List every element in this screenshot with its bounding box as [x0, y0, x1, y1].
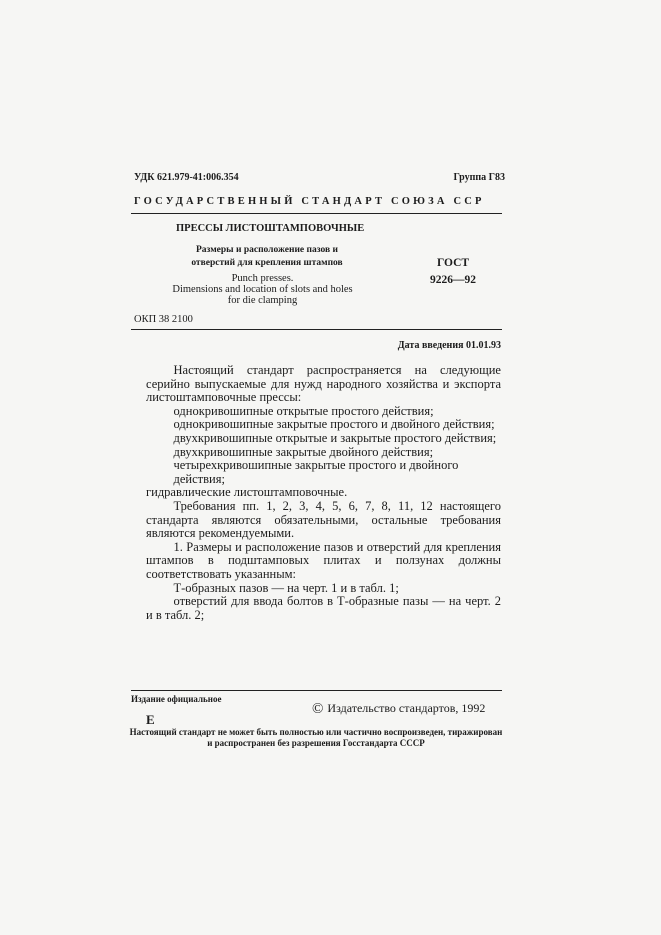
- paragraph-item-1: 1. Размеры и расположение пазов и отверстий для крепления штампов в подштамповых плитах и ползунах должны соответствовать указанным:: [146, 539, 501, 581]
- edition-label: Издание официальное: [131, 694, 222, 704]
- copyright-icon: ©: [312, 700, 324, 717]
- divider-footer: [131, 690, 502, 691]
- divider-top: [131, 213, 502, 214]
- intro-date: Дата введения 01.01.93: [397, 340, 501, 351]
- gost-label: ГОСТ: [436, 257, 470, 269]
- list-item: двухкривошипные открытые и закрытые простого действия;: [173, 430, 497, 445]
- list-item: двухкривошипные закрытые двойного действия;: [173, 444, 434, 459]
- subtitle-line-2: отверстий для крепления штампов: [191, 258, 343, 268]
- group-code: Группа Г83: [453, 172, 505, 183]
- paragraph-scope: Настоящий стандарт распространяется на следующие серийно выпускаемые для нужд народного хозяйства и экспорта листоштамповочные прессы:: [146, 363, 501, 405]
- list-item-last: гидравлические листоштамповочные.: [146, 485, 348, 500]
- reproduction-notice: Настоящий стандарт не может быть полностью или частично воспроизведен, тиражирован и распространен без разрешения Госстандарта СССР: [129, 727, 503, 748]
- copyright: [312, 701, 485, 716]
- body-text: [146, 364, 501, 622]
- paragraph-t-slots: Т-образных пазов — на черт. 1 и в табл. 1;: [173, 580, 399, 595]
- gost-designation: [430, 255, 476, 289]
- copyright-text: Издательство стандартов, 1992: [327, 701, 486, 715]
- divider-mid: [131, 329, 502, 330]
- subtitle-line-1: Размеры и расположение пазов и: [195, 245, 339, 255]
- mark-e: Е: [146, 712, 155, 727]
- document-title: ПРЕССЫ ЛИСТОШТАМПОВОЧНЫЕ: [176, 223, 365, 234]
- list-item: однокривошипные закрытые простого и двойного действия;: [173, 417, 495, 432]
- paragraph-bolt-holes: отверстий для ввода болтов в Т-образные пазы — на черт. 2 и в табл. 2;: [146, 594, 501, 622]
- paragraph-requirements: Требования пп. 1, 2, 3, 4, 5, 6, 7, 8, 11, 12 настоящего стандарта являются обязательными, остальные требования являются рекомендуемыми.: [146, 498, 501, 541]
- english-line-2: Dimensions and location of slots and holes: [172, 284, 353, 295]
- english-line-1: Punch presses.: [231, 273, 294, 284]
- state-standard-heading: ГОСУДАРСТВЕННЫЙ СТАНДАРТ СОЮЗА ССР: [134, 196, 485, 207]
- english-line-3: for die clamping: [227, 295, 298, 306]
- okp-code: ОКП 38 2100: [134, 314, 193, 325]
- udk-code: УДК 621.979-41:006.354: [134, 172, 239, 183]
- english-title: [150, 273, 375, 306]
- subtitle: [182, 244, 352, 270]
- gost-number: 9226—92: [430, 274, 476, 286]
- list-item: четырехкривошипные закрытые простого и двойного действия;: [173, 458, 459, 486]
- list-item: однокривошипные открытые простого действия;: [173, 403, 434, 418]
